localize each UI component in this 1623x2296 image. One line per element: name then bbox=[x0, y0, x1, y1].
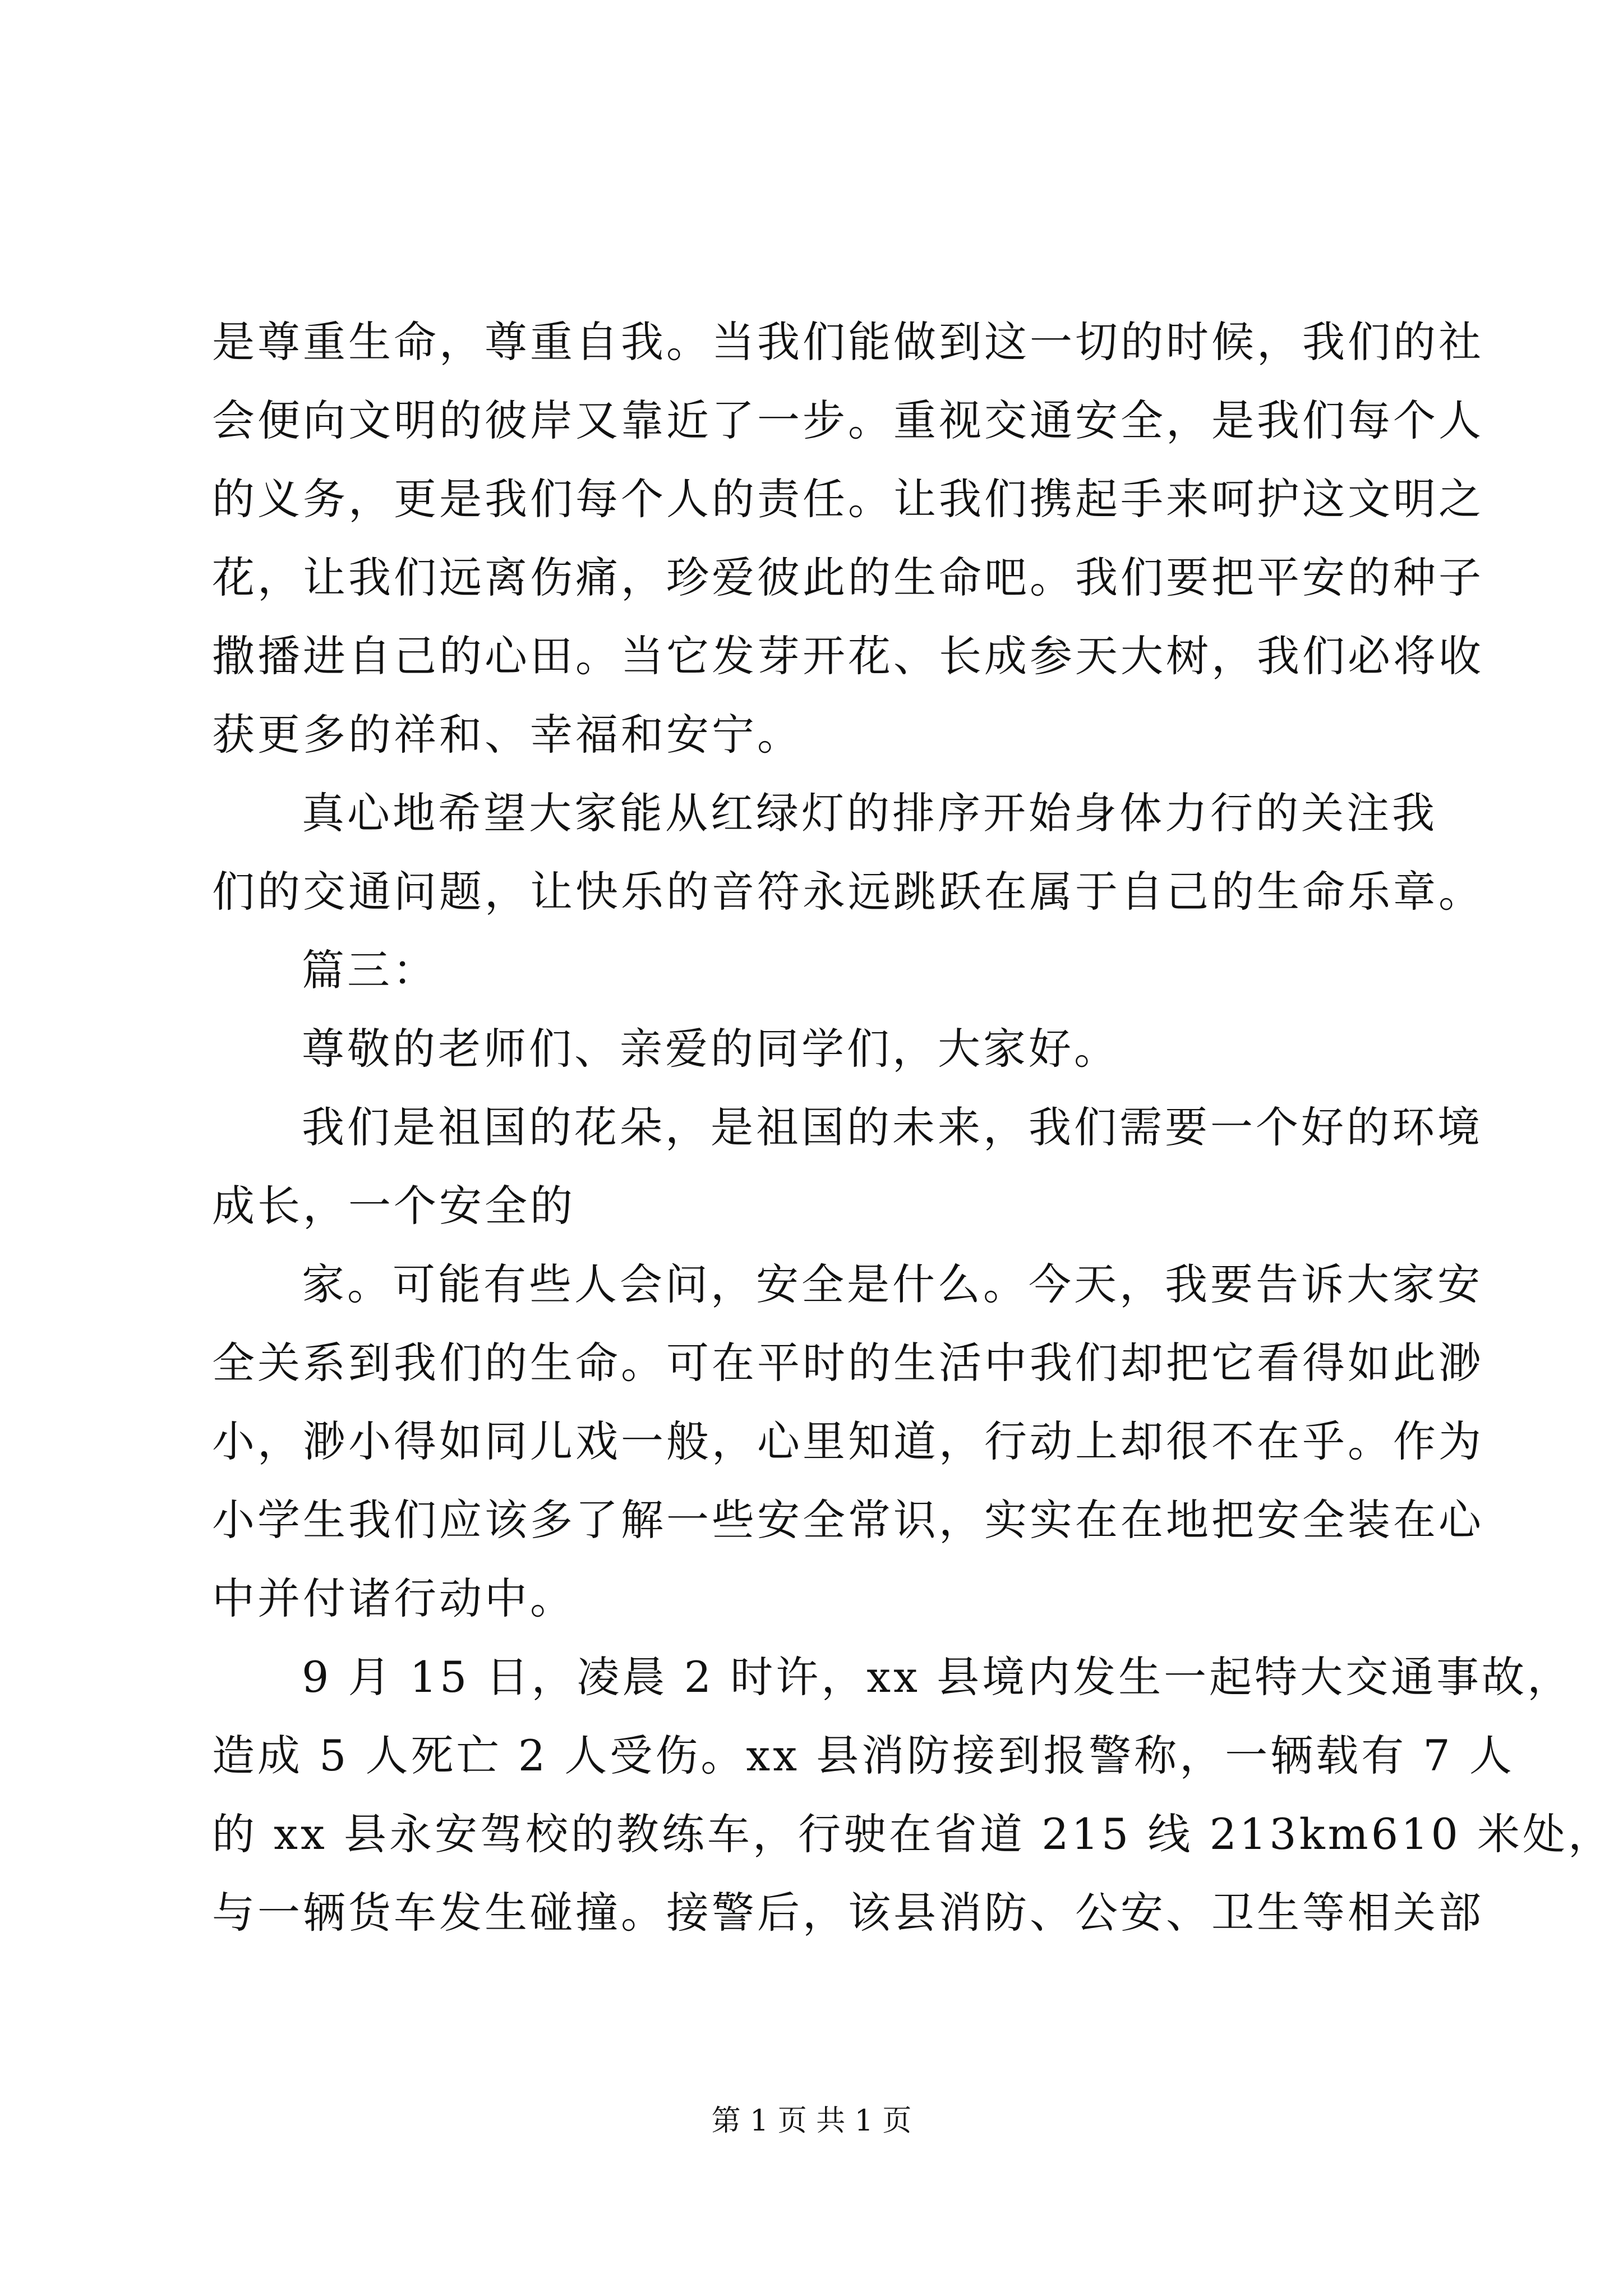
text-line: 获更多的祥和、幸福和安宁。 bbox=[212, 710, 803, 760]
paragraph-first-line: 家。可能有些人会问，安全是什么。今天，我要告诉大家安 bbox=[302, 1259, 1483, 1309]
paragraph-first-line: 9 月 15 日，凌晨 2 时许，xx 县境内发生一起特大交通事故， bbox=[302, 1652, 1573, 1702]
document-body bbox=[212, 303, 1613, 1952]
text-line: 撒播进自己的心田。当它发芽开花、长成参天大树，我们必将收 bbox=[212, 631, 1484, 681]
text-line: 小，渺小得如同儿戏一般，心里知道，行动上却很不在乎。作为 bbox=[212, 1416, 1484, 1466]
page-number-label: 第 1 页 共 1 页 bbox=[711, 2104, 912, 2138]
text-line: 的 xx 县永安驾校的教练车，行驶在省道 215 线 213km610 米处， bbox=[212, 1809, 1613, 1859]
text-line: 小学生我们应该多了解一些安全常识，实实在在地把安全装在心 bbox=[212, 1495, 1484, 1545]
text-line: 的义务，更是我们每个人的责任。让我们携起手来呵护这文明之 bbox=[212, 474, 1484, 524]
page-footer bbox=[0, 2101, 1623, 2141]
greeting-line: 尊敬的老师们、亲爱的同学们，大家好。 bbox=[302, 1024, 1119, 1074]
text-line: 全关系到我们的生命。可在平时的生活中我们却把它看得如此渺 bbox=[212, 1338, 1484, 1388]
text-line: 与一辆货车发生碰撞。接警后，该县消防、公安、卫生等相关部 bbox=[212, 1888, 1484, 1938]
text-line: 中并付诸行动中。 bbox=[212, 1573, 575, 1623]
text-line: 成长，一个安全的 bbox=[212, 1181, 575, 1231]
text-line: 造成 5 人死亡 2 人受伤。xx 县消防接到报警称，一辆载有 7 人 bbox=[212, 1731, 1515, 1780]
text-line: 花，让我们远离伤痛，珍爱彼此的生命吧。我们要把平安的种子 bbox=[212, 553, 1484, 602]
text-line: 们的交通问题，让快乐的音符永远跳跃在属于自己的生命乐章。 bbox=[212, 867, 1484, 917]
text-line: 会便向文明的彼岸又靠近了一步。重视交通安全，是我们每个人 bbox=[212, 395, 1484, 445]
paragraph-first-line: 我们是祖国的花朵，是祖国的未来，我们需要一个好的环境 bbox=[302, 1102, 1483, 1152]
section-heading: 篇三： bbox=[302, 945, 438, 995]
text-line: 是尊重生命，尊重自我。当我们能做到这一切的时候，我们的社 bbox=[212, 317, 1484, 367]
paragraph-first-line: 真心地希望大家能从红绿灯的排序开始身体力行的关注我 bbox=[302, 788, 1437, 838]
